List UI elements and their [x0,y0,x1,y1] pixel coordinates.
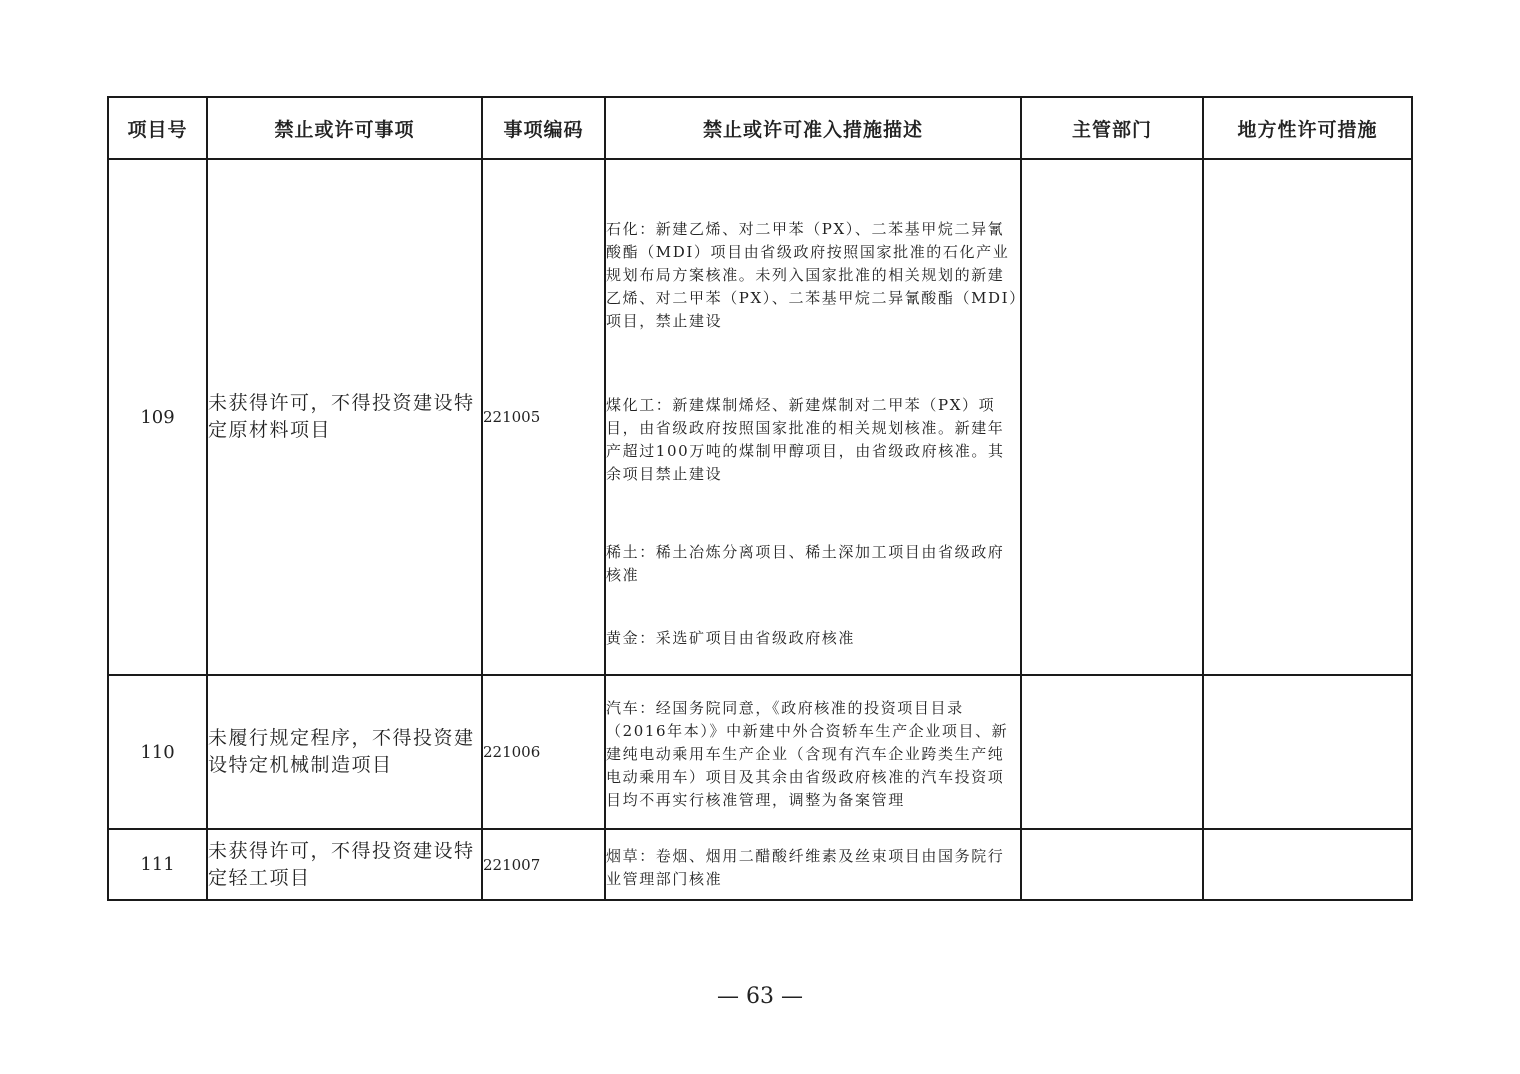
row-number: 110 [108,675,207,829]
row-local-measures [1203,829,1412,900]
header-description: 禁止或许可准入措施描述 [605,97,1021,159]
regulation-table [107,96,1413,901]
table-row [108,829,1412,900]
row-department [1021,675,1203,829]
description-paragraph: 汽车：经国务院同意，《政府核准的投资项目目录（2016年本）》中新建中外合资轿车生产企业项目、新建纯电动乘用车生产企业（含现有汽车企业跨类生产纯电动乘用车）项目及其余由省级政府核准的汽车投资项目均不再实行核准管理，调整为备案管理 [606,698,1009,809]
header-item-number: 项目号 [108,97,207,159]
row-item: 未获得许可，不得投资建设特定原材料项目 [207,159,482,675]
table-row [108,159,1412,675]
row-local-measures [1203,675,1412,829]
header-code: 事项编码 [482,97,605,159]
description-paragraph: 稀土：稀土冶炼分离项目、稀土深加工项目由省级政府核准 [606,543,1005,584]
row-item: 未获得许可，不得投资建设特定轻工项目 [207,829,482,900]
table-header-row [108,97,1412,159]
page-number: — 63 — [717,984,803,1009]
row-description [605,829,1021,900]
description-paragraph: 煤化工：新建煤制烯烃、新建煤制对二甲苯（PX）项目，由省级政府按照国家批准的相关规划核准。新建年产超过100万吨的煤制甲醇项目，由省级政府核准。其余项目禁止建设 [606,396,1005,483]
row-number: 109 [108,159,207,675]
row-description [605,675,1021,829]
row-code: 221005 [482,159,605,675]
row-item: 未履行规定程序，不得投资建设特定机械制造项目 [207,675,482,829]
row-local-measures [1203,159,1412,675]
description-paragraph: 石化：新建乙烯、对二甲苯（PX）、二苯基甲烷二异氰酸酯（MDI）项目由省级政府按照国家批准的石化产业规划布局方案核准。未列入国家批准的相关规划的新建乙烯、对二甲苯（PX）、二苯基甲烷二异氰酸酯（MDI）项目，禁止建设 [606,220,1019,330]
description-paragraph: 黄金：采选矿项目由省级政府核准 [606,629,856,647]
row-description [605,159,1021,675]
header-local-measures: 地方性许可措施 [1203,97,1412,159]
header-item: 禁止或许可事项 [207,97,482,159]
row-code: 221007 [482,829,605,900]
header-department: 主管部门 [1021,97,1203,159]
row-number: 111 [108,829,207,900]
row-code: 221006 [482,675,605,829]
row-department [1021,829,1203,900]
description-paragraph: 烟草：卷烟、烟用二醋酸纤维素及丝束项目由国务院行业管理部门核准 [606,846,1005,888]
row-department [1021,159,1203,675]
table-row [108,675,1412,829]
